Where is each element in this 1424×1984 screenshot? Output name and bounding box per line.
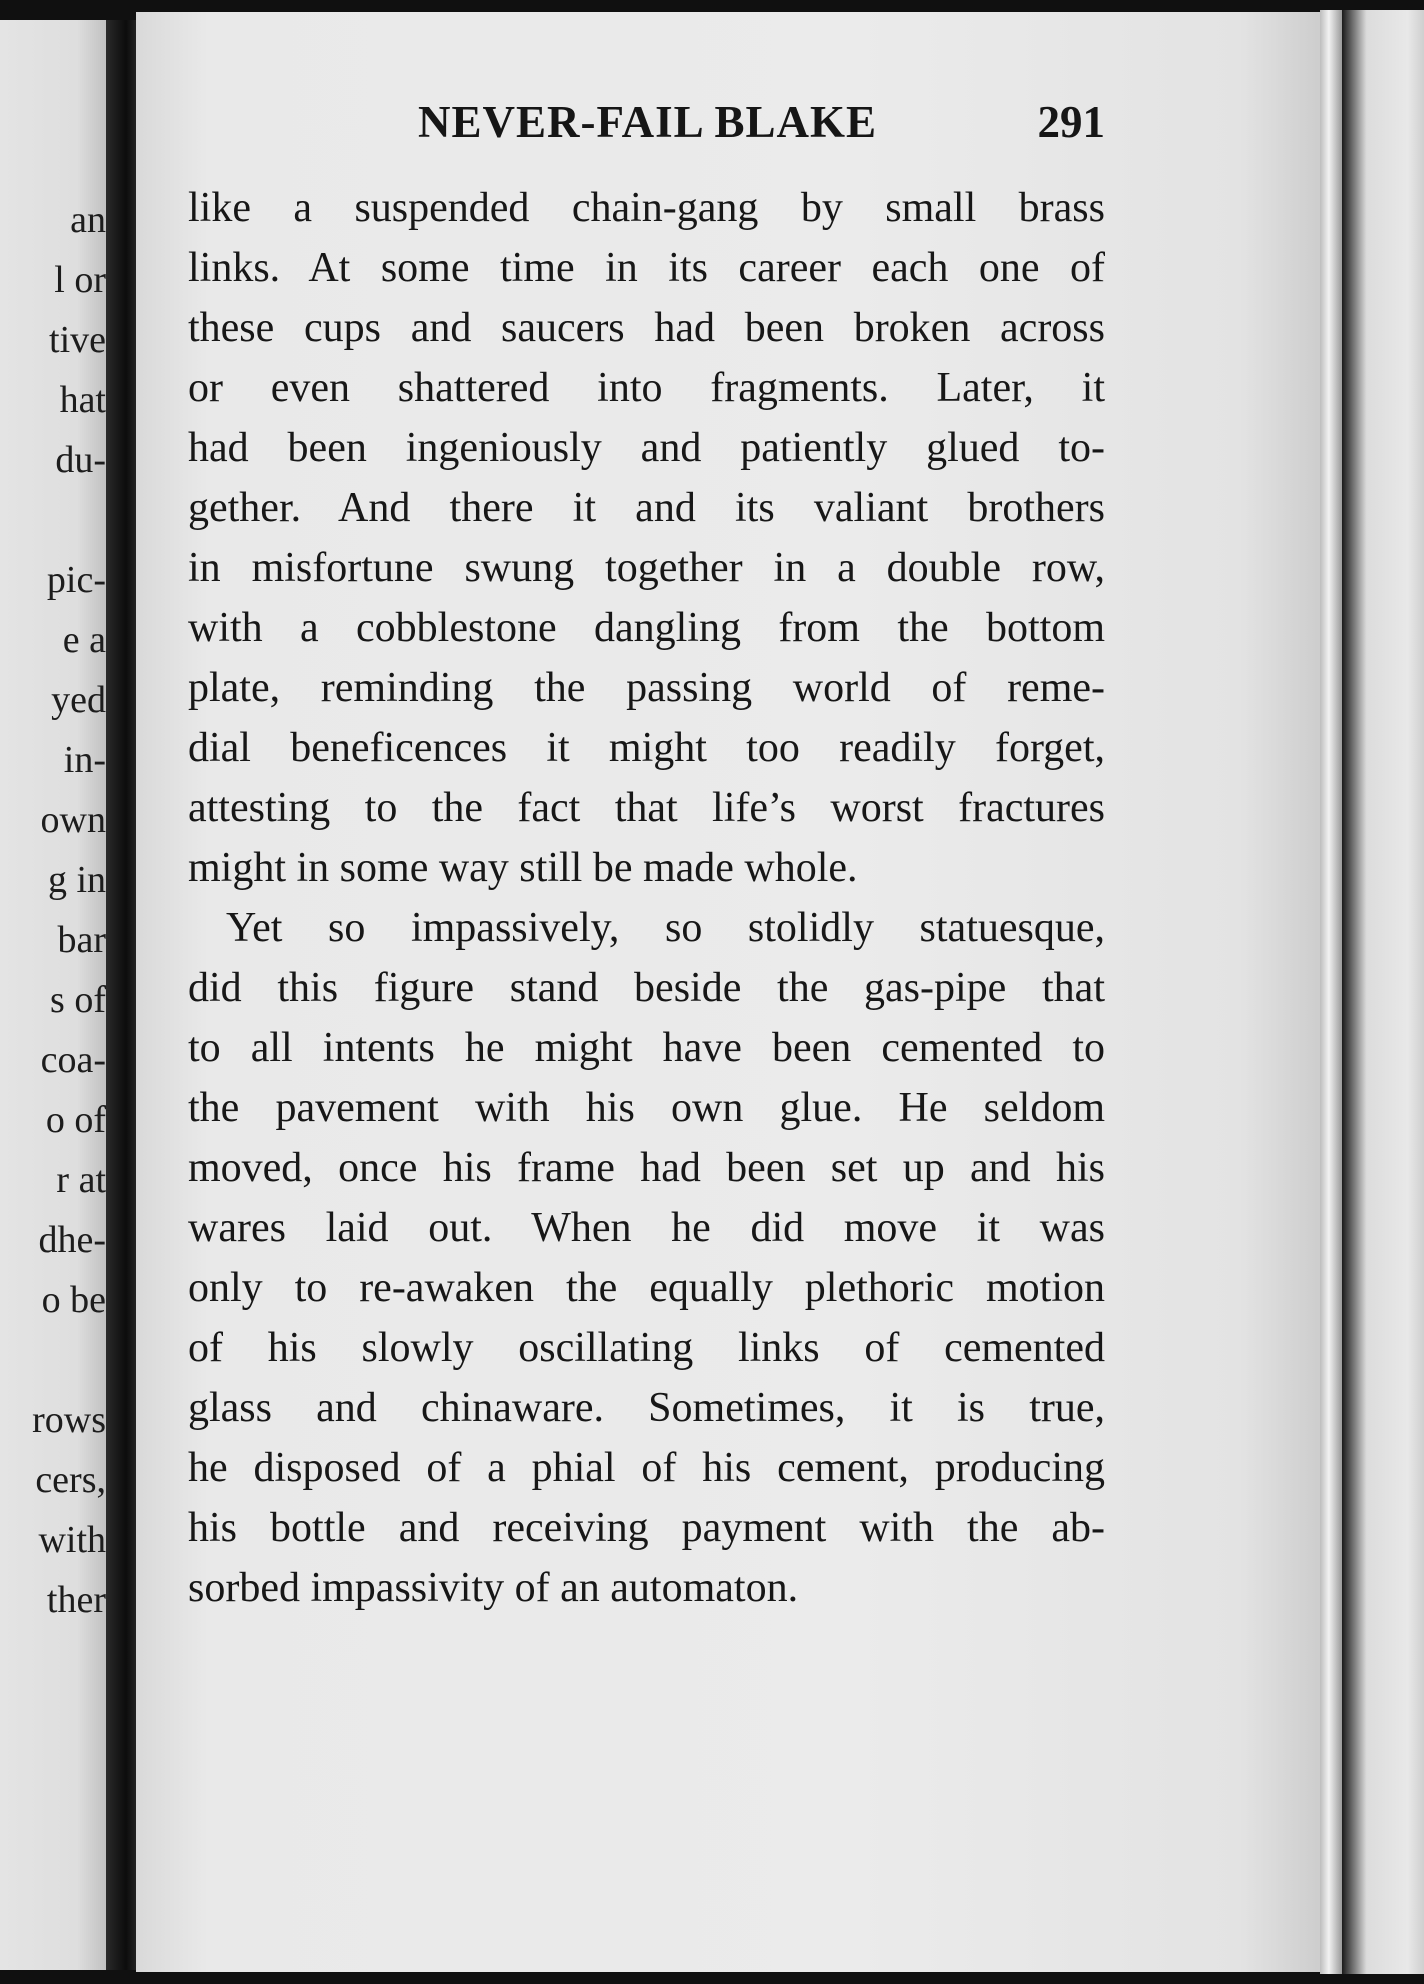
facing-page-fragment: bar bbox=[57, 919, 106, 961]
facing-page-fragment: ther bbox=[46, 1579, 106, 1621]
text-line: did this figure stand beside the gas-pipe that bbox=[188, 965, 1105, 1011]
text-line: like a suspended chain-gang by small brass bbox=[188, 185, 1105, 231]
text-line: plate, reminding the passing world of reme- bbox=[188, 665, 1105, 711]
facing-page-fragment bbox=[6, 1330, 106, 1390]
facing-page-fragment bbox=[6, 490, 106, 550]
text-line: wares laid out. When he did move it was bbox=[188, 1205, 1105, 1251]
text-line: had been ingeniously and patiently glued to- bbox=[188, 425, 1105, 471]
text-line: his bottle and receiving payment with the ab- bbox=[188, 1505, 1105, 1551]
text-line: or even shattered into fragments. Later, it bbox=[188, 365, 1105, 411]
facing-page-fragment: o of bbox=[45, 1099, 106, 1141]
paragraph bbox=[188, 178, 1105, 898]
facing-page-fragment: l or bbox=[54, 259, 106, 301]
facing-page-fragment: pic- bbox=[46, 559, 106, 601]
text-line: the pavement with his own glue. He seldom bbox=[188, 1085, 1105, 1131]
text-line: might in some way still be made whole. bbox=[188, 845, 858, 891]
text-line: sorbed impassivity of an automaton. bbox=[188, 1565, 799, 1611]
facing-page-fragment: own bbox=[40, 799, 106, 841]
facing-page-fragment: cers, bbox=[35, 1459, 106, 1501]
text-line: links. At some time in its career each one of bbox=[188, 245, 1105, 291]
running-head: NEVER-FAIL BLAKE bbox=[418, 97, 877, 147]
facing-page-fragment: tive bbox=[49, 319, 106, 361]
next-page-edge bbox=[1342, 10, 1424, 1974]
facing-page-fragment: r at bbox=[56, 1159, 106, 1201]
facing-page-fragment: rows bbox=[32, 1399, 106, 1441]
facing-page-fragment: o be bbox=[41, 1279, 106, 1321]
facing-page-fragment: dhe- bbox=[38, 1219, 106, 1261]
facing-page-fragment: yed bbox=[51, 679, 106, 721]
facing-page-edge bbox=[0, 20, 110, 1970]
body-text bbox=[188, 178, 1105, 1618]
page-header bbox=[190, 92, 1105, 152]
facing-page-fragment: g in bbox=[47, 859, 106, 901]
facing-page-fragment: in- bbox=[63, 739, 106, 781]
paragraph bbox=[188, 898, 1105, 1618]
text-line: in misfortune swung together in a double row, bbox=[188, 545, 1105, 591]
text-line: dial beneficences it might too readily forget, bbox=[188, 725, 1105, 771]
text-line: to all intents he might have been cemented to bbox=[188, 1025, 1105, 1071]
text-line: gether. And there it and its valiant brothers bbox=[188, 485, 1105, 531]
facing-page-fragment: with bbox=[38, 1519, 106, 1561]
text-line: he disposed of a phial of his cement, producing bbox=[188, 1445, 1105, 1491]
text-line: with a cobblestone dangling from the bottom bbox=[188, 605, 1105, 651]
facing-page-fragment: du- bbox=[55, 439, 106, 481]
text-line: these cups and saucers had been broken across bbox=[188, 305, 1105, 351]
text-line: moved, once his frame had been set up and his bbox=[188, 1145, 1105, 1191]
facing-page-fragment: s of bbox=[50, 979, 106, 1021]
facing-page-fragment: hat bbox=[59, 379, 106, 421]
page-edge bbox=[1320, 10, 1342, 1974]
facing-page-fragment: e a bbox=[62, 619, 106, 661]
text-line: of his slowly oscillating links of cemented bbox=[188, 1325, 1105, 1371]
page-number: 291 bbox=[1037, 97, 1105, 147]
facing-page-fragment: an bbox=[70, 199, 106, 241]
text-line: only to re-awaken the equally plethoric motion bbox=[188, 1265, 1105, 1311]
facing-page-text-fragments bbox=[6, 190, 106, 1630]
text-line: glass and chinaware. Sometimes, it is true, bbox=[188, 1385, 1105, 1431]
text-line: attesting to the fact that life’s worst fractures bbox=[188, 785, 1105, 831]
facing-page-fragment: coa- bbox=[40, 1039, 106, 1081]
text-line: Yet so impassively, so stolidly statuesque, bbox=[226, 905, 1105, 951]
